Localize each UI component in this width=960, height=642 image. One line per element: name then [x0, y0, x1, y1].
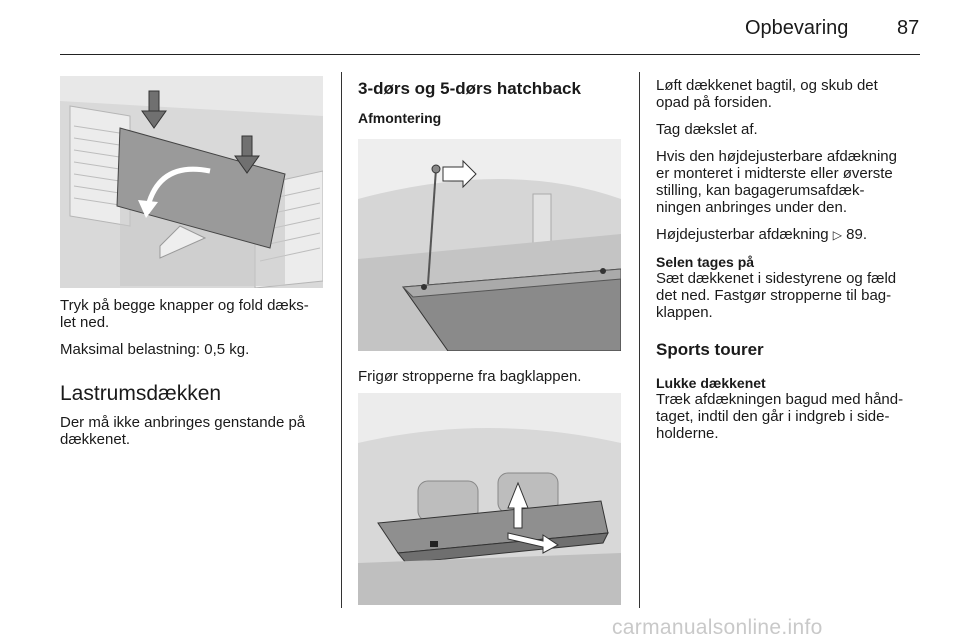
col3-para4-line2: det ned. Fastgør stropperne til bag-: [656, 287, 892, 304]
page-reference-icon: ▷: [832, 228, 842, 242]
subheading-fitting: Selen tages på: [656, 254, 755, 270]
strap-release-caption: Frigør stropperne fra bagklappen.: [358, 368, 582, 385]
col3-para5-line1: Træk afdækningen bagud med hånd-: [656, 391, 904, 408]
cargo-cover-illustration: [358, 393, 621, 605]
figure-caption-line-1: Tryk på begge knapper og fold dæks-: [60, 297, 309, 314]
header-divider: [60, 54, 920, 55]
cross-reference[interactable]: [656, 226, 867, 244]
column-divider-1: [341, 72, 342, 608]
col3-para1-line1: Løft dækkenet bagtil, og skub det: [656, 77, 878, 94]
section-title-hatchback: 3-dørs og 5-dørs hatchback: [358, 79, 581, 98]
col3-para3-line2: er monteret i midterste eller øverste: [656, 165, 893, 182]
load-cover-text-line-1: Der må ikke anbringes genstande på: [60, 414, 306, 431]
subheading-close-cover: Lukke dækkenet: [656, 375, 766, 391]
watermark-text: carmanualsonline.info: [612, 616, 823, 639]
column-divider-2: [639, 72, 640, 608]
col3-para3-line4: ningen anbringes under den.: [656, 199, 847, 216]
col3-para4-line3: klappen.: [656, 304, 713, 321]
section-title-sports-tourer: Sports tourer: [656, 340, 764, 359]
cross-reference-text: Højdejusterbar afdækning: [656, 226, 829, 243]
page-header-title: Opbevaring: [745, 17, 849, 39]
col3-para3-line1: Hvis den højdejusterbare afdækning: [656, 148, 897, 165]
tailgate-strap-illustration: [358, 139, 621, 351]
cross-reference-page: 89.: [846, 226, 868, 243]
col3-para5-line2: taget, indtil den går i indgreb i side-: [656, 408, 890, 425]
col3-para2: Tag dækslet af.: [656, 121, 758, 138]
col3-para5-line3: holderne.: [656, 425, 719, 442]
col3-para1-line2: opad på forsiden.: [656, 94, 772, 111]
load-cover-text-line-2: dækkenet.: [60, 431, 131, 448]
page-number: 87: [897, 17, 920, 39]
max-load-text: Maksimal belastning: 0,5 kg.: [60, 341, 250, 358]
col3-para4-line1: Sæt dækkenet i sidestyrene og fæld: [656, 270, 897, 287]
cover-fold-illustration: [60, 76, 323, 288]
subheading-removal: Afmontering: [358, 110, 442, 126]
figure-caption-line-2: let ned.: [60, 314, 110, 331]
col3-para3-line3: stilling, kan bagagerumsafdæk-: [656, 182, 865, 199]
section-title-load-cover: Lastrumsdækken: [60, 382, 222, 405]
